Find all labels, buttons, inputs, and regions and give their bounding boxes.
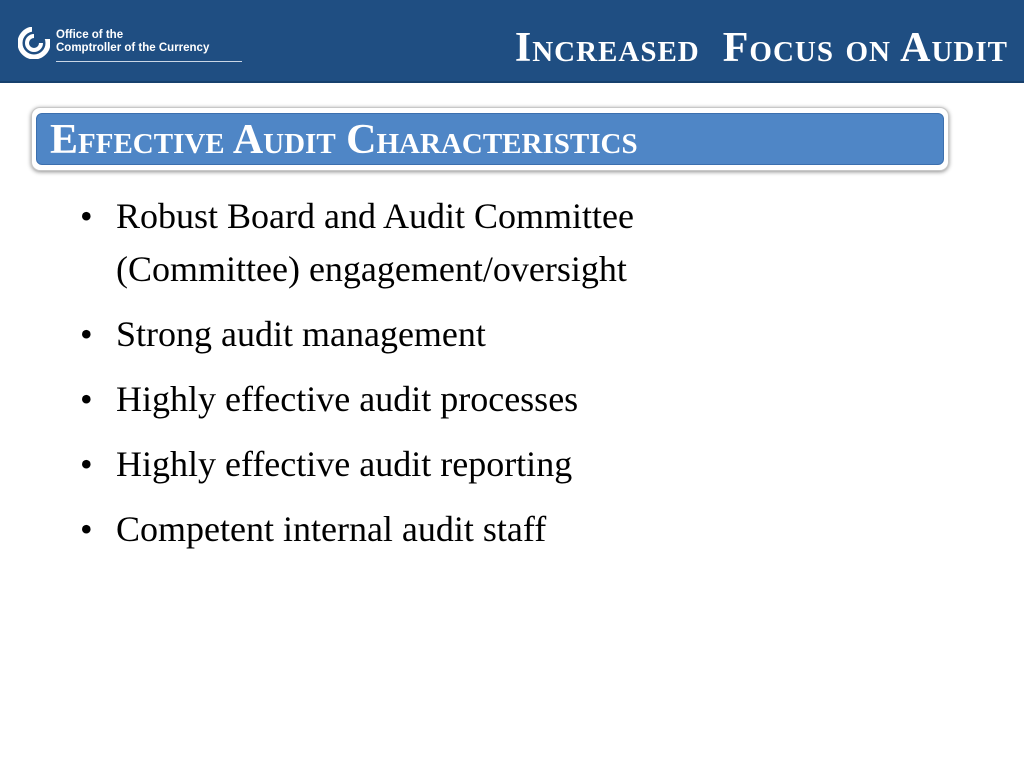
slide-title: Increased Focus on Audit xyxy=(514,25,1008,71)
slide-header xyxy=(0,0,1024,83)
org-name-line-2: Comptroller of the Currency xyxy=(56,42,210,54)
organization-name xyxy=(56,29,242,62)
bullet-text: Robust Board and Audit Committee (Committee) engagement/oversight xyxy=(116,196,634,289)
bullet-text: Highly effective audit processes xyxy=(116,379,579,419)
bullet-item xyxy=(80,503,800,556)
bullet-text: Highly effective audit reporting xyxy=(116,444,573,484)
bullet-marker: • xyxy=(80,444,93,484)
bullet-marker: • xyxy=(80,509,93,549)
org-name-line-1: Office of the xyxy=(56,29,124,41)
bullet-item xyxy=(80,438,800,491)
bullet-item xyxy=(80,373,800,426)
occ-logo-icon xyxy=(18,27,50,59)
bullet-text: Strong audit management xyxy=(116,314,486,354)
bullet-text: Competent internal audit staff xyxy=(116,509,547,549)
org-name-underline xyxy=(56,61,242,62)
bullet-marker: • xyxy=(80,196,93,236)
bullet-marker: • xyxy=(80,314,93,354)
bullet-item xyxy=(80,308,800,361)
bullet-item xyxy=(80,190,800,296)
bullet-marker: • xyxy=(80,379,93,419)
bullet-list xyxy=(80,190,800,568)
section-heading: Effective Audit Characteristics xyxy=(50,117,638,163)
